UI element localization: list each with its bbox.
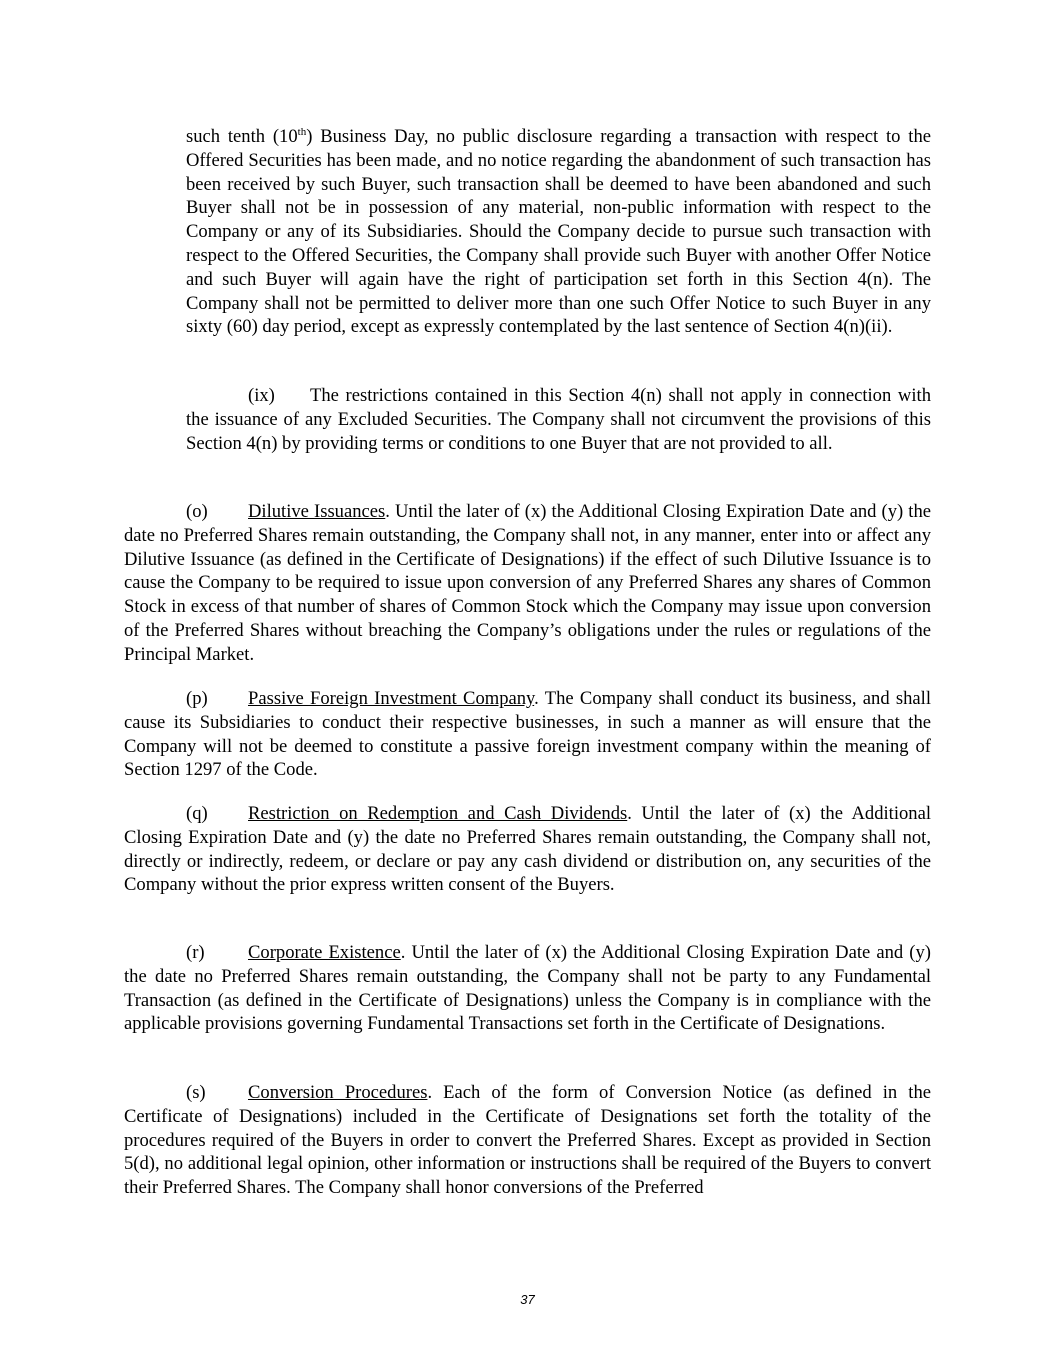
section-s-body: . Each of the form of Conversion Notice (as defined in the Certificate of Designations) included in the Certificate of Designations set forth the totality of the procedures required of the Buyers in order to convert the Preferred Shares. Except as provided in Section 5(d), no additional legal opinion, other information or instructions shall be required of the Buyers to convert their Preferred Shares. The Company shall honor conversions of the Preferred [124, 1082, 931, 1199]
section-s-title: Conversion Procedures [248, 1082, 428, 1103]
subsection-ix-text: The restrictions contained in this Section 4(n) shall not apply in connection with the issuance of any Excluded Securities. The Company shall not circumvent the provisions of this Section 4(n) by providing terms or conditions to one Buyer that are not provided to all. [186, 385, 931, 454]
section-o-body: . Until the later of (x) the Additional Closing Expiration Date and (y) the date no Preferred Shares remain outstanding, the Company shall not, in any manner, enter into or affect any Dilutive Issuance (as defined in the Certificate of Designations) if the effect of such Dilutive Issuance is to cause the Company to be required to issue upon conversion of any Preferred Shares any shares of Common Stock in excess of that number of shares of Common Stock which the Company may issue upon conversion of the Preferred Shares without breaching the Company’s obligations under the rules or regulations of the Principal Market. [124, 501, 931, 665]
section-p-number: (p) [186, 688, 208, 709]
section-p-body: . The Company shall conduct its business, and shall cause its Subsidiaries to conduct their respective businesses, in such a manner as will ensure that the Company will not be deemed to constitute a passive foreign investment company within the meaning of Section 1297 of the Code. [124, 688, 931, 781]
section-q [124, 802, 931, 897]
section-o [124, 500, 931, 667]
section-q-body: . Until the later of (x) the Additional Closing Expiration Date and (y) the date no Preferred Shares remain outstanding, the Company shall not, directly or indirectly, redeem, or declare or pay any cash dividend or distribution on, any securities of the Company without the prior express written consent of the Buyers. [124, 803, 931, 896]
continuation-paragraph [186, 125, 931, 339]
section-r-body: . Until the later of (x) the Additional Closing Expiration Date and (y) the date no Preferred Shares remain outstanding, the Company shall not be party to any Fundamental Transaction (as defined in the Certificate of Designations) unless the Company is in compliance with the applicable provisions governing Fundamental Transactions set forth in the Certificate of Designations. [124, 942, 931, 1035]
section-s-number: (s) [186, 1082, 206, 1103]
section-o-number: (o) [186, 501, 208, 522]
section-r [124, 941, 931, 1036]
section-p [124, 687, 931, 782]
section-p-title: Passive Foreign Investment Company [248, 688, 535, 709]
subsection-ix-number: (ix) [248, 385, 275, 406]
section-r-title: Corporate Existence [248, 942, 401, 963]
ordinal-superscript: th [297, 125, 307, 138]
section-r-number: (r) [186, 942, 205, 963]
section-s [124, 1081, 931, 1200]
continuation-rest: ) Business Day, no public disclosure regarding a transaction with respect to the Offered Securities has been made, and no notice regarding the abandonment of such transaction has been received by such Buyer, such transaction shall be deemed to have been abandoned and such Buyer shall not be in possession of any material, non-public information with respect to the Company or any of its Subsidiaries. Should the Company decide to pursue such transaction with respect to the Offered Securities, the Company shall provide such Buyer with another Offer Notice and such Buyer will again have the right of participation set forth in this Section 4(n). The Company shall not be permitted to deliver more than one such Offer Notice to such Buyer in any sixty (60) day period, except as expressly contemplated by the last sentence of Section 4(n)(ii). [186, 126, 931, 338]
subsection-ix [186, 384, 931, 455]
section-o-title: Dilutive Issuances [248, 501, 386, 522]
continuation-lead: such tenth (10 [186, 126, 298, 147]
section-q-number: (q) [186, 803, 208, 824]
section-q-title: Restriction on Redemption and Cash Dividends [248, 803, 628, 824]
page-number: 37 [520, 1292, 535, 1307]
